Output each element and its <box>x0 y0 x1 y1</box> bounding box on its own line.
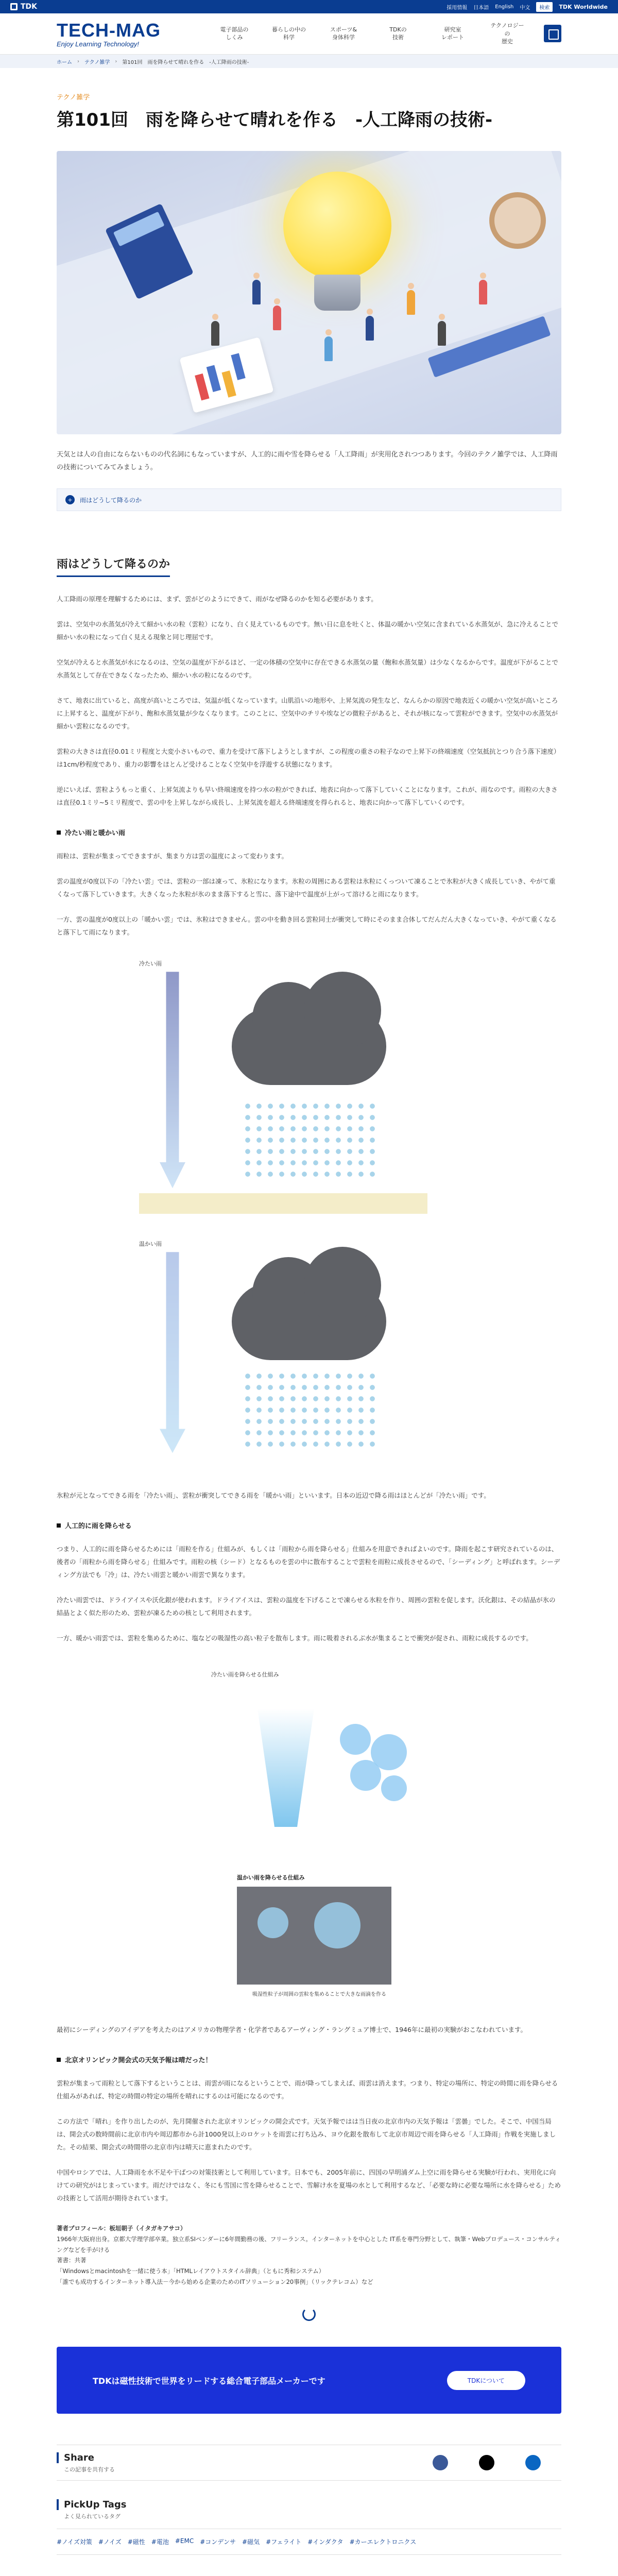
search-button[interactable]: 検索 <box>536 2 553 12</box>
tag-list <box>57 2529 561 2555</box>
seeding-diagram <box>57 1670 561 1848</box>
disc-illustration <box>489 192 546 249</box>
lang-chinese[interactable]: 中文 <box>520 5 530 11</box>
author-profile <box>57 2223 561 2287</box>
tag-link[interactable]: #ノイズ <box>98 2538 122 2546</box>
hero-illustration <box>57 151 561 434</box>
person-figure <box>252 280 261 304</box>
tag-link[interactable]: #磁性 <box>127 2538 145 2546</box>
bubble <box>314 1902 360 1948</box>
paragraph: 一方、雲の温度が0度以上の「暖かい雲」では、氷粒はできません。雲の中を動き回る雲粒同士が衝突して時にそのまま合体してだんだん大きくなっていき、やがて重くなると落下して雨になります。 <box>57 916 557 937</box>
table-of-contents[interactable] <box>57 488 561 511</box>
seeding-figure <box>211 1683 407 1848</box>
tag-link[interactable]: #ノイズ対策 <box>57 2538 92 2546</box>
breadcrumb-separator: › <box>115 58 117 64</box>
ground-illustration <box>139 1193 427 1214</box>
author-book: 「誰でも成功するインターネット導入法－今から始める企業のためのITソリューション20事例」（リックテレコム）など <box>57 2278 373 2285</box>
warm-rain-figure <box>139 1252 427 1468</box>
bubble <box>381 1775 407 1801</box>
person-figure <box>211 321 219 346</box>
paragraph: 雲粒が集まって雨粒として落下するということは、雨雲が雨になるということで、雨が降ってしまえば、雨雲は消えます。つまり、特定の場所に、特定の時間に雨を降らせる仕組みがあれば、特定の時間の特定の場所を晴れにするのは可能になるのです。 <box>57 2079 558 2100</box>
paragraph: 雲は、空気中の水蒸気が冷えて細かい水の粒（雲粒）になり、白く見えているものです。無い日に息を吐くと、体温の暖かい空気に含まれている水蒸気が、急に冷えることで細かい水の粒になって白く見える現象と同じ理屈です。 <box>57 620 559 641</box>
paragraph: 氷粒が元となってできる雨を「冷たい雨」、雲粒が衝突してできる雨を「暖かい雨」といいます。日本の近辺で降る雨はほとんどが「冷たい雨」です。 <box>57 1492 490 1500</box>
breadcrumb <box>0 55 618 68</box>
rain-drops-illustration <box>242 1100 376 1183</box>
share-section <box>57 2445 561 2481</box>
person-figure <box>407 290 415 315</box>
paragraph: 最初にシーディングのアイデアを考えたのはアメリカの物理学者・化学者であるアーヴィング・ラングミュア博士で、1946年に最初の実験がおこなわれています。 <box>57 2026 527 2034</box>
tdk-logo-icon <box>10 3 18 10</box>
rain-drops-illustration <box>242 1370 376 1453</box>
light-bulb-base <box>314 275 360 311</box>
site-header <box>0 13 618 55</box>
nav-item-history[interactable]: テクノロジーの 歴史 <box>490 22 524 45</box>
nav-item-tdk-tech[interactable]: TDKの 技術 <box>389 26 407 41</box>
tag-link[interactable]: #コンデンサ <box>200 2538 236 2546</box>
paragraph: 一方、暖かい雨雲では、雲粒を集めるために、塩などの吸湿性の高い粒子を散布します。雨に吸着されるぶ水が集まることで衝突が促され、雨粒に成長するのです。 <box>57 1634 533 1642</box>
menu-icon[interactable] <box>544 25 561 42</box>
seeding-cone-illustration <box>258 1708 314 1827</box>
paragraph: 冷たい雨雲では、ドライアイスや沃化銀が使われます。ドライアイスは、雲粒の温度を下げることで凍らせる氷粒を作り、周囲の雲粒を促します。沃化銀は、その結晶が氷の結晶とよく似た形のため、雲粒が凍るための核として利用されます。 <box>57 1596 556 1617</box>
nav-item-science[interactable]: 暮らしの中の 科学 <box>272 26 306 41</box>
brand-title: TECH-MAG <box>57 20 161 41</box>
bubble <box>340 1724 371 1755</box>
warm-seeding-figure <box>237 1887 391 1985</box>
main-nav <box>216 22 561 45</box>
banner-text: TDKは磁性技術で世界をリードする総合電子部品メーカーです <box>93 2376 325 2386</box>
paragraph: この方法で「晴れ」を作り出したのが、先月開催された北京オリンピックの開会式です。天気予報ではは当日夜の北京市内の天気予報は「雲曇」でした。そこで、中国当局は、開会式の数時間前に北京市内や周辺都市から計1000発以上のロケットを雨雲に打ち込み、ヨウ化銀を散布して北京市周辺で雨を降らせる「人工降雨」作戦を実施しました。その結果、開会式の時間帯の北京市内は晴天に恵まれたのです。 <box>57 2117 556 2151</box>
share-subtitle: この記事を共有する <box>64 2466 115 2473</box>
lang-english[interactable]: English <box>495 4 514 10</box>
paragraph: 雨粒は、雲粒が集まってできますが、集まり方は雲の温度によって変わります。 <box>57 852 288 860</box>
cold-rain-title: 冷たい雨 <box>139 960 162 968</box>
recruit-link[interactable]: 採用情報 <box>447 5 468 11</box>
tag-link[interactable]: #フェライト <box>266 2538 302 2546</box>
pickup-subtitle: よく見られているタグ <box>64 2513 121 2520</box>
loading-spinner-icon <box>302 2308 316 2321</box>
author-title: 著者プロフィール：板垣朝子（イタガキアサコ） <box>57 2225 186 2232</box>
article-container <box>57 92 561 2576</box>
top-bar <box>0 0 618 13</box>
article-lead: 天気とは人の自由にならないものの代名詞にもなっていますが、人工的に雨や雪を降らせる「人工降雨」が実用化されつつあります。今回のテクノ雑学では、人工降雨の技術についてみてみましょう。 <box>57 450 558 471</box>
paragraph: 雲の温度が0度以下の「冷たい雲」では、雲粒の一部は凍って、氷粒になります。氷粒の周囲にある雲粒は氷粒にくっついて凍ることで氷粒が大きく成長していき、やがて重くなって落下していきます。大きくなった氷粒が氷のまま落下すると雪に、落下途中で温度が上がって溶けると雨になります。 <box>57 877 556 899</box>
author-books-label: 著書：共著 <box>57 2257 87 2264</box>
section-heading: 雨はどうして降るのか <box>57 555 170 577</box>
cloud-illustration <box>232 1283 386 1360</box>
cold-rain-figure <box>139 972 427 1219</box>
paragraph: 中国やロシアでは、人工降雨を水不足や干ばつの対策技術として利用しています。日本でも、2005年前に、四国の早明浦ダム上空に雨を降らせる実験が行われ、実用化に向けての研究がはじまっています。雨だけではなく、冬にも雪国に雪を降らせることで、雪解け水を夏場の水として利用するなど、「必要な時に必要な場所に水を降らせる」ための技術として活用が期待されています。 <box>57 2168 561 2202</box>
tag-link[interactable]: #磁気 <box>242 2538 260 2546</box>
breadcrumb-current: 第101回 雨を降らせて晴れを作る -人工降雨の技術- <box>122 59 249 65</box>
author-bio: 1966年大阪府出身。京都大学理学部卒業。独立系SIベンダーに6年間勤務の後、フリーランス。インターネットを中心とした IT系を専門分野として、執筆・Webプロデュース・コンサルティングなどを手がける <box>57 2235 561 2253</box>
author-book: 「Windowsとmacintoshを一緒に使う本」「HTMLレイアウトスタイル辞典」（ともに秀和システム） <box>57 2267 325 2275</box>
person-figure <box>366 316 374 341</box>
subsection-heading: 人工的に雨を降らせる <box>57 1520 561 1530</box>
x-icon[interactable] <box>479 2455 494 2470</box>
subsection-heading: 冷たい雨と暖かい雨 <box>57 827 561 837</box>
person-figure <box>324 336 333 361</box>
warm-rain-diagram <box>57 1240 561 1468</box>
brand[interactable] <box>57 20 161 48</box>
paragraph: さて、地表に出ていると、高度が高いところでは、気温が低くなっています。山肌沿いの地形や、上昇気流の発生など、なんらかの原因で地表近くの暖かい空気が高いところに上昇すると、温度が下がり、飽和水蒸気量が少なくなります。このことに、空気中のチリや埃などの微粒子があると、それが核になって雲粒ができます。空気中の水蒸気が細かい雲粒になるのです。 <box>57 697 558 731</box>
person-figure <box>479 280 487 304</box>
tag-link[interactable]: #EMC <box>175 2537 194 2545</box>
seeding-title: 冷たい雨を降らせる仕組み <box>211 1671 279 1679</box>
paragraph: 人工降雨の原理を理解するためには、まず、雲がどのようにできて、雨がなぜ降るのかを知る必要があります。 <box>57 595 377 603</box>
breadcrumb-home[interactable]: ホーム <box>57 59 72 65</box>
company-banner <box>57 2347 561 2414</box>
about-tdk-button[interactable]: TDKについて <box>447 2371 525 2390</box>
tdk-logo[interactable]: TDK <box>10 3 37 11</box>
brand-subtitle: Enjoy Learning Technology! <box>57 40 139 48</box>
person-figure <box>273 306 281 330</box>
cold-rain-diagram <box>57 959 561 1219</box>
bubble <box>350 1760 381 1791</box>
tag-link[interactable]: #インダクタ <box>307 2538 344 2546</box>
nav-item-lab[interactable]: 研究室 レポート <box>441 26 464 41</box>
toc-link[interactable]: 雨はどうして降るのか <box>80 496 142 504</box>
temperature-arrow <box>160 972 185 1188</box>
warm-seeding-title: 温かい雨を降らせる仕組み <box>237 1874 305 1882</box>
paragraph: つまり、人工的に雨を降らせるためには「雨粒を作る」仕組みが、もしくは「雨粒から雨を降らせる」仕組みを用意できればよいのです。降雨を起こす研究されているのは、後者の「雨粒から雨を降らせる」仕組みです。雨粒の核（シード）となるものを雲の中に散布することで雲粒を雨粒に成長させるので、「シーディング」と呼ばれます。シーディング方法でも「冷」は、冷たい雨雲と暖かい雨雲で異なります。 <box>57 1545 560 1579</box>
facebook-icon[interactable] <box>433 2455 448 2470</box>
lang-japanese[interactable]: 日本語 <box>473 5 489 11</box>
top-bar-links <box>447 2 608 12</box>
person-figure <box>438 321 446 346</box>
pickup-title: PickUp Tags <box>57 2499 561 2510</box>
worldwide-link[interactable]: TDK Worldwide <box>559 3 608 10</box>
nav-item-components[interactable]: 電子部品の しくみ <box>220 26 249 41</box>
pickup-tags-section <box>57 2499 561 2555</box>
light-bulb-illustration <box>283 172 391 280</box>
bubbles-illustration <box>340 1724 407 1801</box>
warm-rain-title: 温かい雨 <box>139 1241 162 1248</box>
social-links <box>433 2455 541 2470</box>
paragraph: 雲粒の大きさは直径0.01ミリ程度と大変小さいもので、重力を受けて落下しようとしますが、この程度の重さの粒子なので上昇下の終端速度（空気抵抗とつり合う落下速度）は1cm/秒程度であり、重力の影響をほとんど受けることなく空気中を浮遊する状態になります。 <box>57 748 560 769</box>
nav-item-sports[interactable]: スポーツ& 身体科学 <box>330 26 357 41</box>
temperature-arrow <box>160 1252 185 1453</box>
breadcrumb-separator: › <box>77 58 79 64</box>
breadcrumb-category[interactable]: テクノ雑学 <box>84 59 110 65</box>
share-title: Share <box>57 2452 115 2463</box>
subsection-heading: 北京オリンピック開会式の天気予報は晴だった！ <box>57 2055 561 2064</box>
article-category[interactable]: テクノ雑学 <box>57 94 90 101</box>
paragraph: 逆にいえば、雲粒ようもっと重く、上昇気流よりも早い終端速度を持つ水の粒ができれば、地表に向かって落下していくことになります。これが、雨なのです。雨粒の大きさは直径0.1ミリ~5ミリ程度で、雲の中を上昇しながら成長し、上昇気流を超える終端速度を得られると、地表に向かって落下していくのです。 <box>57 786 558 807</box>
cloud-illustration <box>232 1008 386 1085</box>
bubble <box>258 1907 288 1938</box>
toc-toggle-icon[interactable]: + <box>65 495 75 504</box>
page-title: 第101回 雨を降らせて晴れを作る -人工降雨の技術- <box>57 110 493 130</box>
warm-seeding-caption: 吸湿性粒子が周囲の雲粒を集めることで大きな雨滴を作る <box>252 1992 386 1998</box>
linkedin-icon[interactable] <box>525 2455 541 2470</box>
paragraph: 空気が冷えると水蒸気が水になるのは、空気の温度が下がるほど、一定の体積の空気中に存在できる水蒸気の量（飽和水蒸気量）は少なくなるからです。温度が下がることで水蒸気として存在できなくなったため、細かい水の粒になるのです。 <box>57 658 558 680</box>
tag-link[interactable]: #カーエレクトロニクス <box>349 2538 417 2546</box>
tag-link[interactable]: #電池 <box>151 2538 169 2546</box>
